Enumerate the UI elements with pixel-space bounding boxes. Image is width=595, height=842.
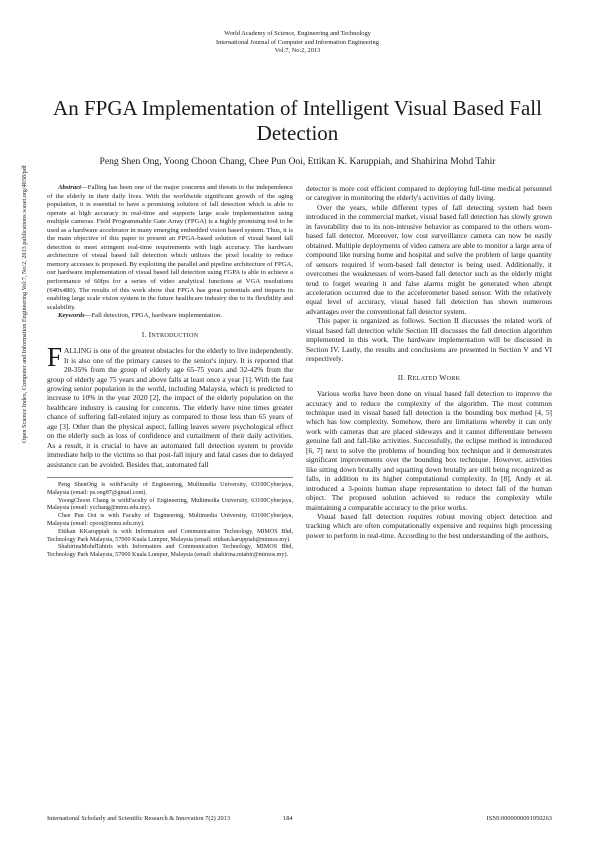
page-number: 184 bbox=[283, 815, 293, 822]
drop-cap: F bbox=[47, 342, 63, 373]
section-heading-introduction bbox=[47, 330, 293, 340]
keywords-label: Keywords bbox=[58, 312, 85, 320]
footnote: Chee Pun Ooi is with Faculty of Engineering, Multimedia University, 63100Cyberjaya, Malaysia (email: cpooi@mmu.edu.my). bbox=[47, 513, 293, 528]
side-watermark bbox=[16, 165, 28, 443]
section-1-numeral: I. bbox=[141, 329, 147, 339]
paper-title: An FPGA Implementation of Intelligent Visual Based Fall Detection bbox=[53, 96, 542, 145]
section-2-rest-1: ELATED bbox=[412, 374, 438, 382]
abstract bbox=[47, 184, 293, 312]
side-watermark-text: Open Science Index, Computer and Information Engineering Vol:7, No:2, 2013 publications.waset.org/4038/pdf bbox=[20, 165, 28, 443]
keywords bbox=[47, 312, 293, 321]
author-footnotes bbox=[47, 477, 293, 560]
body-paragraph: Over the years, while different types of fall detecting system had been introduced in the commercial market, visual based fall detection has slowly grown in favorability due to its non-intrusive behavior as compared to the others worn-based fall detector. Moreover, low cost surveillance camera can now be easily obtained. Multiple deployments of video camera are able to monitor a large area of compound like nursing home and hospital and solve the problem of large quantity of sensors required if worn-based fall detector is being used. Additionally, it overcomes the weaknesses of worn-based fall detector such as the elderly might tend to forget wearing it and false alarms might be generated when abrupt acceleration occurred due to the accelerometer based sensor. With the relatively equal level of accuracy, visual based fall detection has shown numerous advantages over the conventional fall detector system. bbox=[306, 202, 552, 316]
section-2-initial-1: R bbox=[407, 372, 413, 382]
section-1-rest: NTRODUCTION bbox=[151, 331, 199, 339]
abstract-label: Abstract bbox=[58, 184, 82, 191]
section-2-initial-2: W bbox=[439, 372, 447, 382]
keywords-text: —Fall detection, FPGA, hardware implementation. bbox=[84, 312, 223, 320]
introduction-text: ALLING is one of the greatest obstacles for the elderly to live independently. It is also one of the primary causes to the senior's injury. It is reported that 28-35% from the group of elderly age 65-75 years and 32-42% from the group of elderly age 75 years and above falls at least once a year [1]. With the fast growing senior population in the world, including Malaysia, which is predicted to increase to 10% in the year 2020 [2], the impact of the elderly population on the healthcare industry is causing for concerns. The elderly have nine times greater chance of suffering fall-related injury as compared to those less than 65 years of age [3]. Other than the physical aspect, falling leaves severe psychological effect on the elderly such as loss of confidence and curtailment of their daily activities. As a result, it is crucial to have an automated fall detection system to provide immediate help to the victims so that post-fall injury and fatal cases due to delayed assistance can be avoided. Besides that, automated fall bbox=[47, 346, 293, 469]
footnote: YoongChoon Chang is withFaculty of Engineering, Multimedia University, 63100Cyberjaya, Malaysia (email: ycchang@mmu.edu.my). bbox=[47, 497, 293, 512]
right-column bbox=[306, 184, 552, 540]
footnote: ShahirinaMohdTahiris with Information and Communication Technology, MIMOS Bhd, Technology Park Malaysia, 57000 Kuala Lumpur, Malaysia (email: shahirina.mtahir@mimos.my). bbox=[47, 544, 293, 559]
section-2-rest-2: ORK bbox=[446, 374, 461, 382]
footnote: Ettikan KKaruppiah is with Information and Communication Technology, MIMOS Bhd, Technology Park Malaysia, 57000 Kuala Lumpur, Malaysia (email: ettikan.karuppiah@mimos.my). bbox=[47, 528, 293, 543]
left-column bbox=[47, 184, 293, 560]
body-paragraph: This paper is organized as follows. Section II discusses the related work of visual based fall detection while Section III discusses the fall detection algorithm implemented in this work. The hardware implementation will be discussed in Section IV. Lastly, the results and conclusions are presented in Section V and VI respectively. bbox=[306, 316, 552, 364]
body-paragraph: detector is more cost efficient compared to deploying full-time medical personnel or caregiver in monitoring the elderly's activities of daily living. bbox=[306, 184, 552, 203]
journal-header-line-1: World Academy of Science, Engineering and Technology bbox=[224, 30, 371, 37]
paper-authors: Peng Shen Ong, Yoong Choon Chang, Chee Pun Ooi, Ettikan K. Karuppiah, and Shahirina Mohd Tahir bbox=[99, 156, 496, 167]
body-paragraph: Various works have been done on visual based fall detection to improve the accuracy and to reduce the complexity of the algorithm. The most common technique used in visual based fall detection is the bounding box method [4, 5] which has low complexity. Somehow, there are limitations whereby it can only work with cameras that are placed sideways and it cannot differentiate between genuine fall and fall-like activities. Successfully, the eclipse method is introduced [6, 7] next to solve the problems of bounding box technique and it demonstrates significant improvements over the bounding box technique. However, activities like sitting down brutally and squatting down brutally are still being recognized as falls, in addition to its higher computational complexity. In [8], Andy et al. introduced a 3-points human shape representation to detect fall of the human object. The proposed solution achieved to reduce the complexity while maintaining a comparable accuracy to the prior works. bbox=[306, 389, 552, 512]
footer-publisher: International Scholarly and Scientific Research & Innovation 7(2) 2013 bbox=[47, 815, 231, 822]
section-1-initial: I bbox=[148, 329, 152, 339]
journal-header-line-2: International Journal of Computer and Information Engineering bbox=[216, 38, 379, 46]
body-paragraph: Visual based fall detection requires robust moving object detection and tracking which are often computationally expensive and requires high processing power to perform in real-time. According to the best understanding of the authors, bbox=[306, 511, 552, 540]
introduction-paragraph bbox=[47, 342, 293, 469]
section-heading-related-work bbox=[306, 373, 552, 383]
abstract-text: —Falling has been one of the major concerns and threats to the independence of the elderly in their daily lives. With the worldwide significant growth of the aging population, it is essential to have a promising solution of fall detection which is able to operate at high accuracy in real-time and supports large scale implementation using multiple cameras. Field Programmable Gate Array (FPGA) is a highly promising tool to be used as a hardware accelerator in many emerging embedded vision based system. Thus, it is the main objective of this paper to present an FPGA-based solution of visual based fall detection to meet stringent real-time requirements with high accuracy. The hardware architecture of visual based fall detection which utilizes the pixel locality to reduce memory accesses is proposed. By exploiting the parallel and pipeline architecture of FPGA, our hardware implementation of visual based fall detection using FGPA is able to achieve a performance of 60fps for a series of video analytical functions at VGA resolutions (640x480). The results of this work show that FPGA has great potentials and impacts in enabling large scale vision system in the future healthcare industry due to its flexibility and scalability. bbox=[47, 184, 294, 311]
journal-header-line-3: Vol:7, No:2, 2013 bbox=[274, 47, 321, 55]
footnote: Peng ShenOng is withFaculty of Engineering, Multimedia University, 63100Cyberjaya, Malaysia (email: ps.ong87@gmail.com). bbox=[47, 482, 293, 496]
section-2-numeral: II. bbox=[397, 372, 406, 382]
journal-header bbox=[0, 30, 595, 56]
footer-isni: ISNI:0000000091950263 bbox=[486, 815, 552, 822]
